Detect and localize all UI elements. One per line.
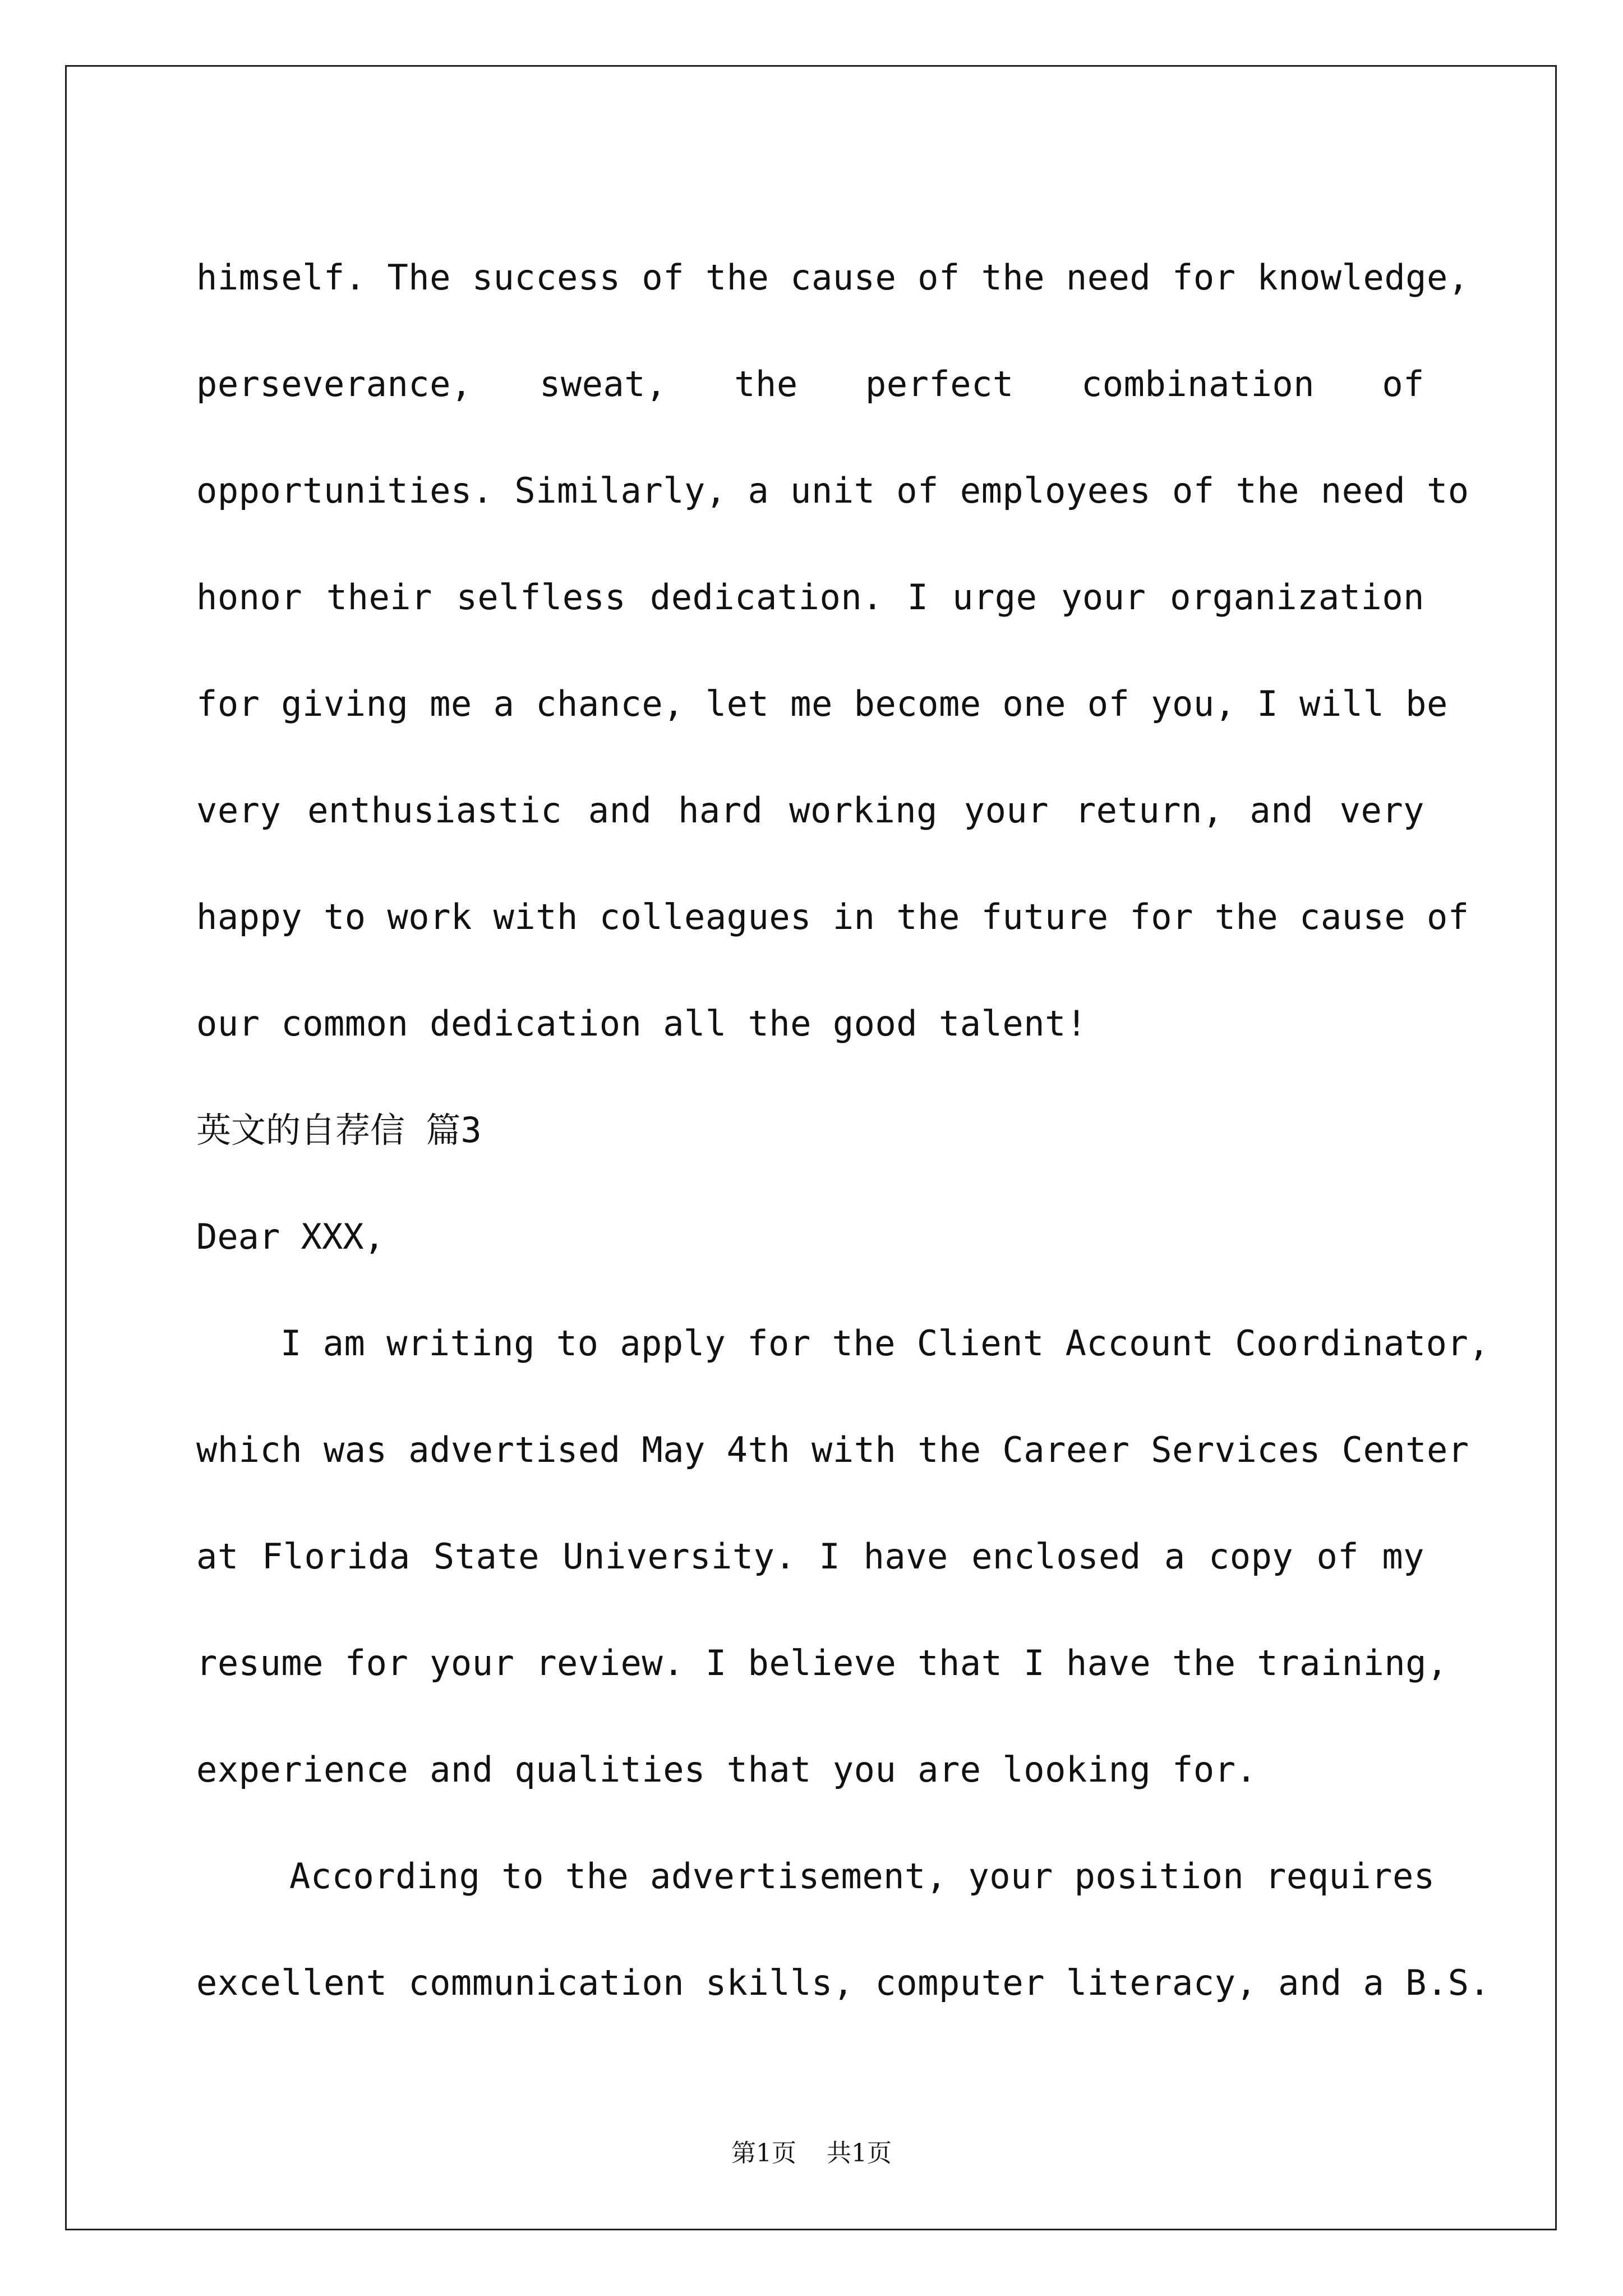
text-line: which was advertised May 4th with the Career Services Center [196, 1429, 1469, 1470]
salutation: Dear XXX, [196, 1216, 385, 1257]
text-line: opportunities. Similarly, a unit of employees of the need to [196, 470, 1469, 511]
page-number: 第1页 [731, 2139, 796, 2168]
text-line: I am writing to apply for the Client Account Coordinator, [280, 1323, 1490, 1364]
text-line: excellent communication skills, computer literacy, and a B.S. [196, 1962, 1491, 2003]
text-line: very enthusiastic and hard working your return, and very [196, 790, 1424, 831]
text-line: resume for your review. I believe that I have the training, [196, 1642, 1448, 1683]
text-line: for giving me a chance, let me become one of you, I will be [196, 683, 1448, 724]
page-total: 共1页 [827, 2139, 892, 2168]
text-line: happy to work with colleagues in the future for the cause of [196, 896, 1469, 937]
section-heading: 英文的自荐信 篇3 [196, 1110, 482, 1151]
text-line: According to the advertisement, your position requires [289, 1856, 1435, 1897]
text-line: perseverance, sweat, the perfect combination of [196, 364, 1424, 404]
text-line: at Florida State University. I have enclosed a copy of my [196, 1536, 1424, 1577]
text-line: our common dedication all the good talent! [196, 1003, 1087, 1044]
text-line: honor their selfless dedication. I urge your organization [196, 577, 1424, 618]
document-body [196, 224, 1491, 2036]
text-line: experience and qualities that you are looking for. [196, 1749, 1257, 1790]
text-line: himself. The success of the cause of the need for knowledge, [196, 257, 1469, 298]
page-footer [0, 2133, 1623, 2169]
